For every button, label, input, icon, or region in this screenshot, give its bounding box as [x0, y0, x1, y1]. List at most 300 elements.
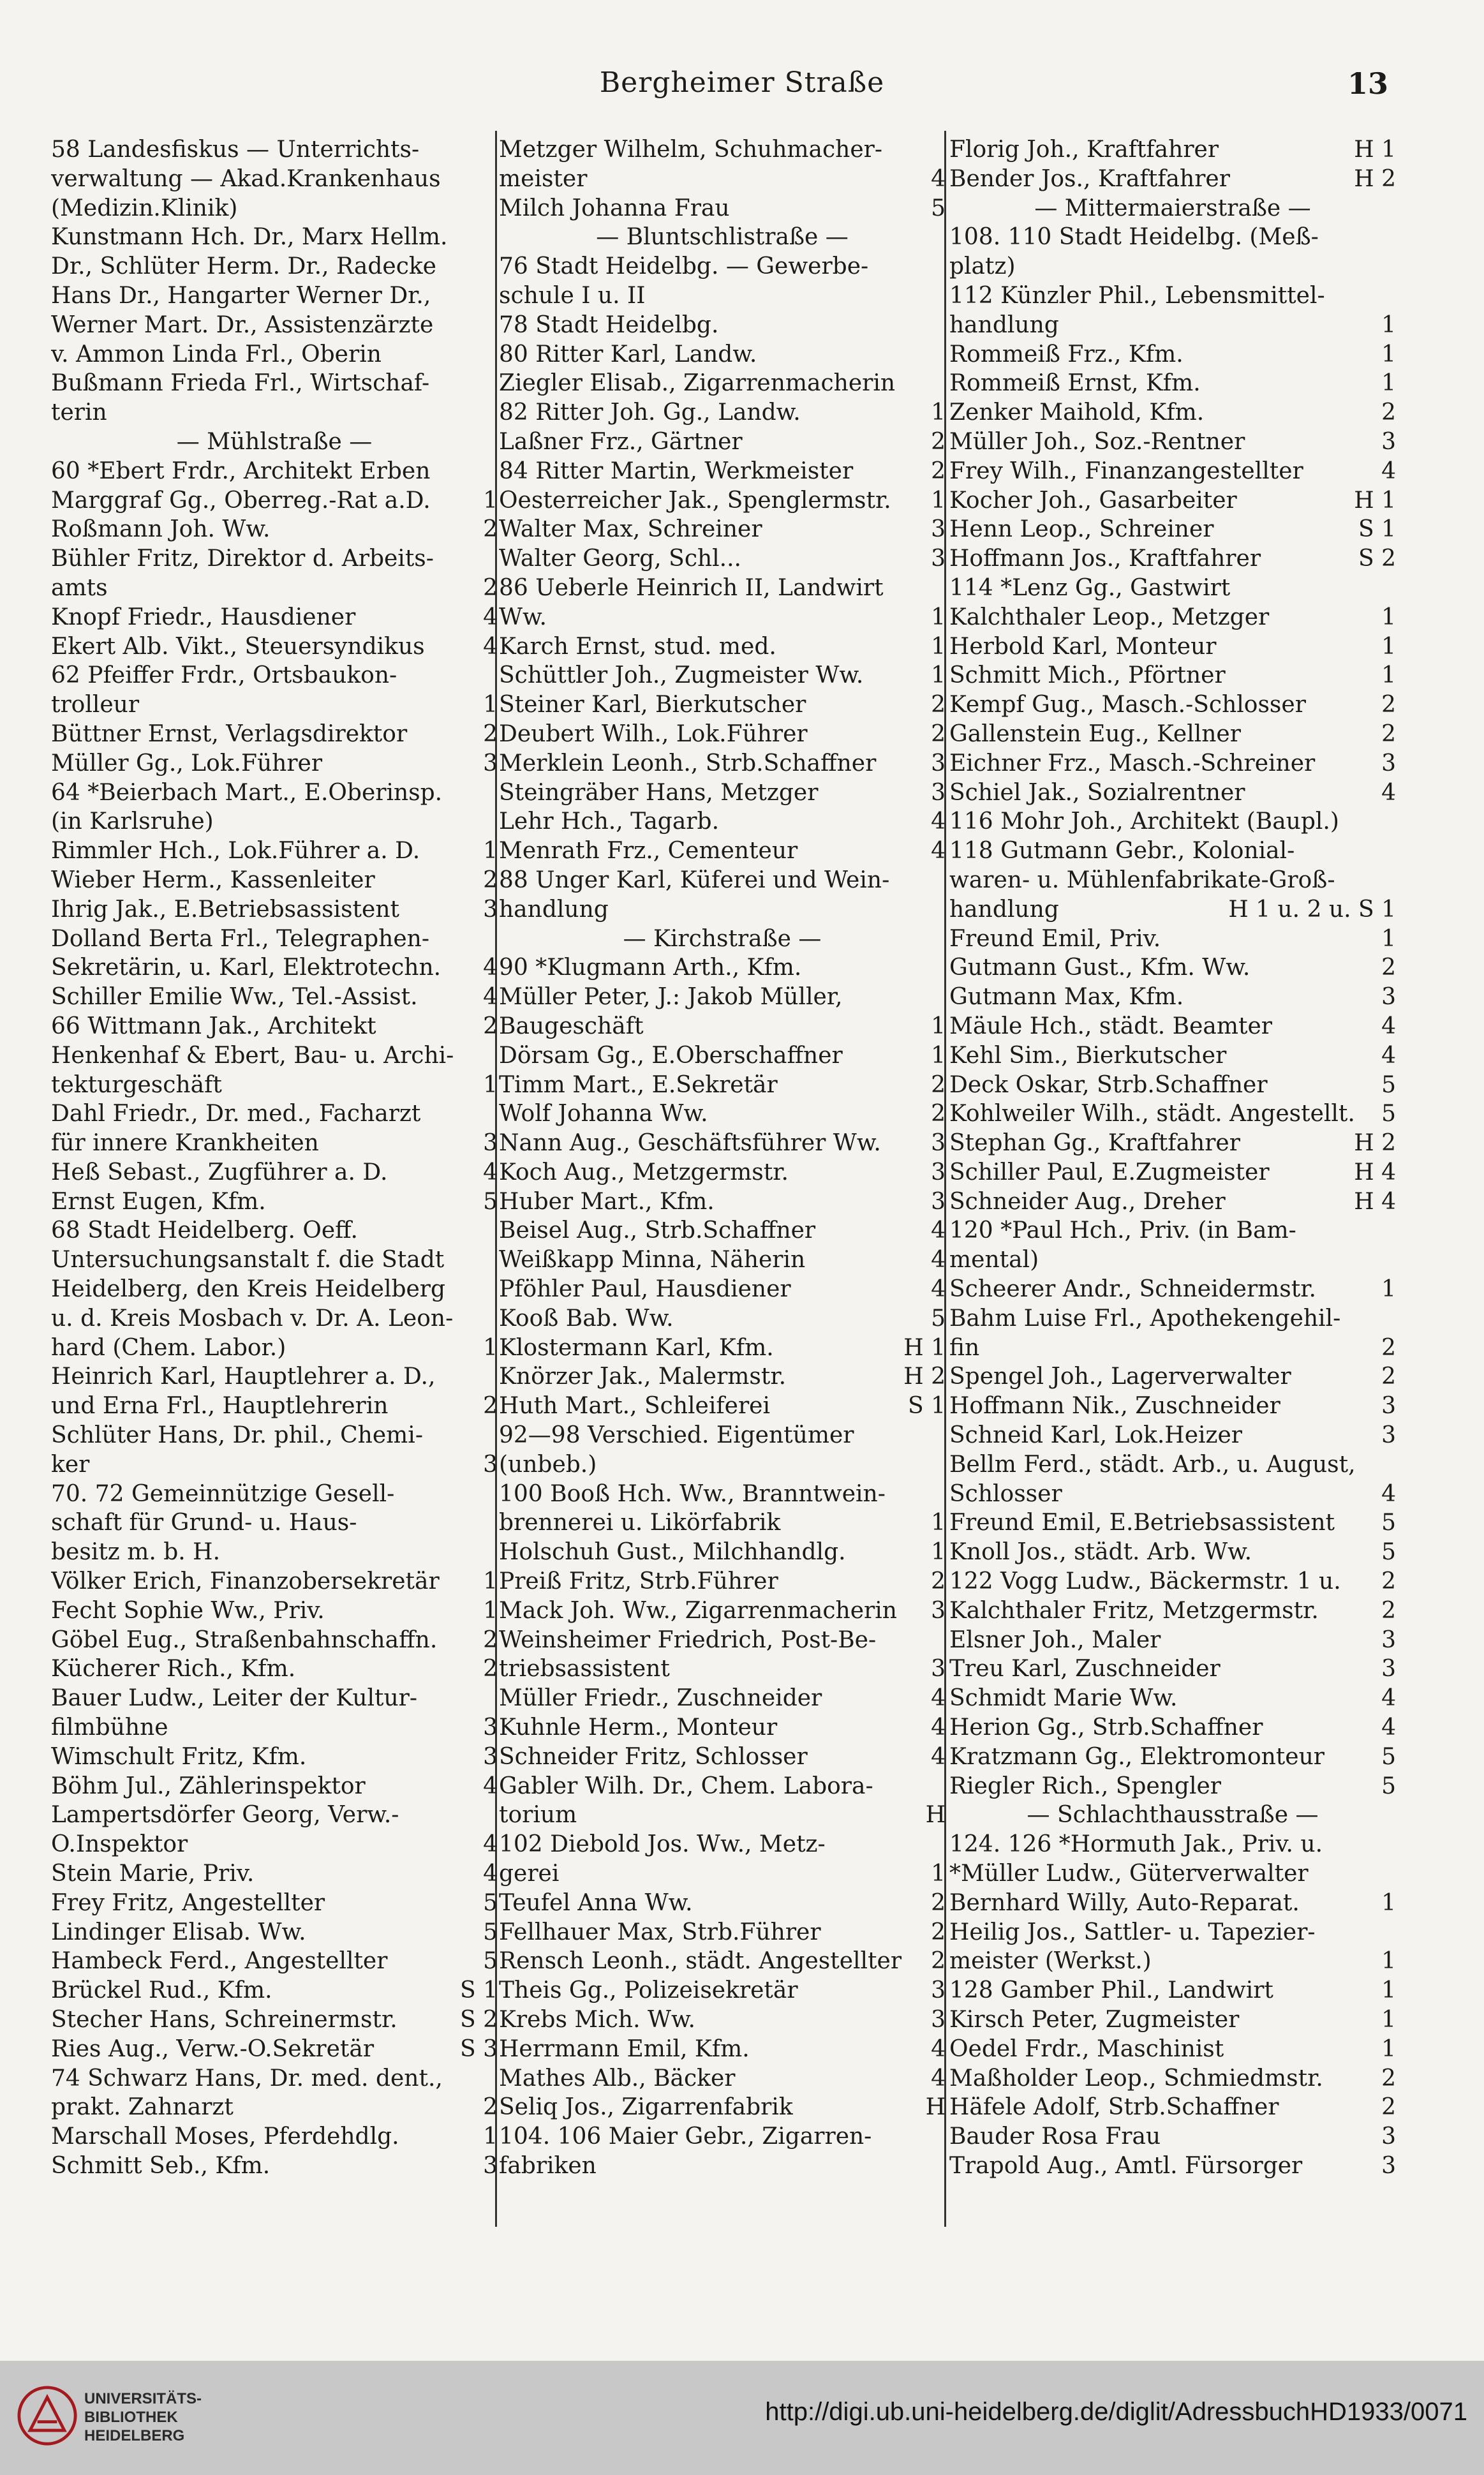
directory-entry	[51, 544, 498, 574]
floor-number: 3	[931, 1597, 946, 1624]
entry-text: Trapold Aug., Amtl. Fürsorger	[949, 2152, 1303, 2179]
floor-number: 1	[1381, 370, 1396, 397]
floor-number	[493, 1216, 498, 1245]
floor-number	[493, 1508, 498, 1538]
street-heading	[949, 1801, 1396, 1830]
entry-text: Dörsam Gg., E.Oberschaffner	[499, 1042, 843, 1069]
floor-number	[1391, 223, 1396, 252]
floor-number: 4	[1381, 1013, 1396, 1039]
directory-entry	[51, 1071, 498, 1100]
floor-number: 1	[1381, 604, 1396, 630]
directory-entry	[499, 778, 946, 808]
floor-number: 5	[483, 1188, 498, 1215]
entry-text: fin	[949, 1334, 980, 1361]
directory-entry	[499, 603, 946, 632]
directory-entry	[499, 2035, 946, 2064]
directory-entry	[949, 1684, 1396, 1713]
library-name-line: BIBLIOTHEK	[84, 2409, 178, 2426]
directory-entry	[499, 1099, 946, 1129]
entry-text: verwaltung — Akad.Krankenhaus	[51, 165, 441, 192]
directory-entry	[51, 895, 498, 925]
floor-number: 1	[483, 692, 498, 718]
floor-number: 3	[1381, 428, 1396, 455]
entry-text: 102 Diebold Jos. Ww., Metz-	[499, 1831, 826, 1858]
directory-entry	[949, 1334, 1396, 1363]
entry-text: 68 Stadt Heidelberg. Oeff.	[51, 1217, 358, 1244]
floor-number: 4	[483, 1159, 498, 1185]
floor-number: 2	[1381, 2065, 1396, 2092]
directory-entry	[499, 252, 946, 281]
floor-number: 2	[931, 428, 946, 455]
directory-entry	[499, 1772, 946, 1801]
entry-text: 84 Ritter Martin, Werkmeister	[499, 457, 854, 484]
floor-number: 3	[931, 779, 946, 806]
entry-text: schule I u. II	[499, 282, 646, 309]
floor-number	[940, 340, 946, 369]
directory-entry	[51, 1480, 498, 1509]
directory-entry	[499, 1889, 946, 1918]
directory-entry	[949, 1947, 1396, 1976]
entry-text: Knopf Friedr., Hausdiener	[51, 604, 356, 630]
directory-entry	[499, 1245, 946, 1275]
entry-text: Preiß Fritz, Strb.Führer	[499, 1568, 778, 1595]
floor-number	[493, 311, 498, 340]
entry-text: Schüttler Joh., Zugmeister Ww.	[499, 662, 864, 689]
floor-number: 3	[1381, 1626, 1396, 1653]
directory-entry	[499, 1859, 946, 1889]
entry-text: Heß Sebast., Zugführer a. D.	[51, 1159, 388, 1185]
directory-entry	[51, 2064, 498, 2093]
directory-entry	[499, 983, 946, 1012]
entry-text: Seliq Jos., Zigarrenfabrik	[499, 2094, 793, 2121]
running-head	[0, 64, 1484, 102]
entry-text: Frey Wilh., Finanzangestellter	[949, 457, 1303, 484]
entry-text: Kooß Bab. Ww.	[499, 1305, 674, 1332]
directory-entry	[949, 2005, 1396, 2035]
floor-number: 2	[1381, 1597, 1396, 1624]
directory-entry	[51, 2122, 498, 2152]
directory-entry	[51, 165, 498, 194]
entry-text: Walter Max, Schreiner	[499, 516, 762, 543]
entry-text: Dr., Schlüter Herm. Dr., Radecke	[51, 253, 436, 280]
entry-text: (unbeb.)	[499, 1451, 597, 1478]
entry-text: mental)	[949, 1247, 1039, 1274]
entry-text: Koch Aug., Metzgermstr.	[499, 1159, 789, 1185]
directory-entry	[51, 223, 498, 252]
entry-text: Dolland Berta Frl., Telegraphen-	[51, 925, 430, 952]
entry-text: fabriken	[499, 2152, 597, 2179]
entry-text: Büttner Ernst, Verlagsdirektor	[51, 720, 408, 747]
floor-number: H 4	[1354, 1188, 1396, 1215]
directory-entry	[499, 1830, 946, 1859]
directory-entry	[499, 427, 946, 457]
entry-text: Fecht Sophie Ww., Priv.	[51, 1597, 325, 1624]
floor-number: 2	[931, 692, 946, 718]
entry-text: 100 Booß Hch. Ww., Branntwein-	[499, 1480, 886, 1507]
directory-entry	[949, 807, 1396, 836]
entry-text: Metzger Wilhelm, Schuhmacher-	[499, 137, 883, 163]
floor-number: 1	[1381, 925, 1396, 952]
directory-entry	[499, 398, 946, 427]
floor-number: 4	[483, 633, 498, 660]
entry-text: Weinsheimer Friedrich, Post-Be-	[499, 1626, 877, 1653]
directory-entry	[51, 1976, 498, 2005]
floor-number: 4	[1381, 779, 1396, 806]
entry-text: Brückel Rud., Kfm.	[51, 1977, 272, 2004]
column-middle	[499, 135, 946, 2234]
directory-entry	[949, 895, 1396, 925]
floor-number: 1	[1381, 2035, 1396, 2062]
floor-number: H 2	[903, 1364, 946, 1390]
floor-number: 3	[483, 1451, 498, 1478]
entry-text: (in Karlsruhe)	[51, 808, 214, 835]
entry-text: handlung	[949, 896, 1059, 923]
directory-entry	[499, 1918, 946, 1947]
entry-text: 128 Gamber Phil., Landwirt	[949, 1977, 1273, 2004]
floor-number	[493, 281, 498, 311]
entry-text: Gutmann Max, Kfm.	[949, 984, 1184, 1011]
entry-text: Hans Dr., Hangarter Werner Dr.,	[51, 282, 431, 309]
floor-number: H	[925, 1802, 946, 1829]
entry-text: 86 Ueberle Heinrich II, Landwirt	[499, 574, 884, 601]
directory-entry	[949, 1713, 1396, 1743]
directory-entry	[499, 749, 946, 778]
source-url-link[interactable]: http://digi.ub.uni-heidelberg.de/diglit/AdressbuchHD1933/0071	[765, 2398, 1467, 2426]
entry-text: Rensch Leonh., städt. Angestellter	[499, 1948, 902, 1975]
floor-number: 4	[931, 1743, 946, 1770]
floor-number	[1391, 807, 1396, 836]
directory-entry	[949, 983, 1396, 1012]
entry-text: Nann Aug., Geschäftsführer Ww.	[499, 1130, 881, 1157]
directory-entry	[499, 1129, 946, 1158]
directory-entry	[949, 690, 1396, 720]
directory-entry	[499, 1450, 946, 1480]
directory-entry	[499, 515, 946, 544]
floor-number	[493, 1480, 498, 1509]
directory-entry	[51, 983, 498, 1012]
directory-entry	[949, 603, 1396, 632]
directory-entry	[949, 165, 1396, 194]
entry-text: 122 Vogg Ludw., Bäckermstr. 1 u.	[949, 1568, 1341, 1595]
entry-text: Schiller Paul, E.Zugmeister	[949, 1159, 1270, 1185]
entry-text: Wimschult Fritz, Kfm.	[51, 1743, 307, 1770]
directory-entry	[51, 1772, 498, 1801]
floor-number	[940, 1626, 946, 1655]
entry-text: Henn Leop., Schreiner	[949, 516, 1214, 543]
floor-number: 1	[1381, 2007, 1396, 2033]
page-title: Bergheimer Straße	[599, 66, 885, 99]
floor-number	[493, 1099, 498, 1129]
entry-text: Teufel Anna Ww.	[499, 1889, 693, 1916]
entry-text: Henkenhaf & Ebert, Bau- u. Archi-	[51, 1042, 454, 1069]
directory-entry	[949, 1859, 1396, 1889]
floor-number: 3	[483, 1743, 498, 1770]
directory-entry	[949, 925, 1396, 954]
floor-number	[1391, 1918, 1396, 1947]
floor-number: 2	[483, 1393, 498, 1420]
directory-entry	[499, 194, 946, 223]
directory-entry	[51, 1245, 498, 1275]
entry-text: Ernst Eugen, Kfm.	[51, 1188, 266, 1215]
directory-entry	[51, 252, 498, 281]
directory-entry	[949, 1480, 1396, 1509]
entry-text: amts	[51, 574, 108, 601]
entry-text: brennerei u. Likörfabrik	[499, 1510, 781, 1536]
entry-text: Kalchthaler Leop., Metzger	[949, 604, 1270, 630]
floor-number	[493, 1304, 498, 1334]
directory-entry	[499, 1508, 946, 1538]
floor-number: S 2	[459, 2007, 498, 2033]
entry-text: Maßholder Leop., Schmiedmstr.	[949, 2065, 1323, 2092]
directory-entry	[949, 1976, 1396, 2005]
floor-number: 4	[931, 1247, 946, 1274]
floor-number: 3	[1381, 984, 1396, 1011]
entry-text: 64 *Beierbach Mart., E.Oberinsp.	[51, 779, 443, 806]
entry-text: Elsner Joh., Maler	[949, 1626, 1161, 1653]
floor-number: 2	[1381, 1364, 1396, 1390]
entry-text: 76 Stadt Heidelbg. — Gewerbe-	[499, 253, 869, 280]
directory-entry	[51, 1275, 498, 1304]
directory-entry	[949, 369, 1396, 398]
entry-text: filmbühne	[51, 1714, 168, 1741]
page-number: 13	[1347, 66, 1388, 101]
directory-entry	[51, 2035, 498, 2064]
entry-text: Schmidt Marie Ww.	[949, 1685, 1178, 1712]
entry-text: Schneider Fritz, Schlosser	[499, 1743, 808, 1770]
floor-number: 1	[931, 662, 946, 689]
floor-number: 2	[483, 1626, 498, 1653]
floor-number: 1	[931, 1510, 946, 1536]
directory-entry	[949, 1071, 1396, 1100]
entry-text: handlung	[499, 896, 609, 923]
entry-text: 124. 126 *Hormuth Jak., Priv. u.	[949, 1831, 1323, 1858]
directory-entry	[499, 1041, 946, 1071]
directory-entry	[949, 1187, 1396, 1217]
floor-number	[493, 1684, 498, 1713]
floor-number: 2	[483, 720, 498, 747]
floor-number	[493, 252, 498, 281]
directory-entry	[499, 457, 946, 486]
floor-number: 2	[1381, 1568, 1396, 1595]
entry-text: Schmitt Seb., Kfm.	[51, 2152, 271, 2179]
floor-number: 3	[931, 1656, 946, 1683]
entry-text: Hambeck Ferd., Angestellter	[51, 1948, 388, 1975]
directory-entry	[499, 369, 946, 398]
floor-number: 4	[1381, 457, 1396, 484]
entry-text: Ww.	[499, 604, 547, 630]
directory-entry	[499, 1538, 946, 1567]
directory-entry	[51, 1187, 498, 1217]
directory-entry	[949, 2152, 1396, 2181]
floor-number	[940, 983, 946, 1012]
entry-text: Theis Gg., Polizeisekretär	[499, 1977, 798, 2004]
directory-entry	[949, 1041, 1396, 1071]
directory-entry	[499, 1275, 946, 1304]
floor-number: 3	[483, 896, 498, 923]
floor-number: 2	[931, 1101, 946, 1127]
directory-entry	[499, 2064, 946, 2093]
entry-text: Spengel Joh., Lagerverwalter	[949, 1364, 1291, 1390]
entry-text: Lampertsdörfer Georg, Verw.-	[51, 1802, 399, 1829]
entry-text: Stecher Hans, Schreinermstr.	[51, 2007, 397, 2033]
directory-entry	[949, 1538, 1396, 1567]
floor-number: 1	[483, 1334, 498, 1361]
directory-entry	[51, 1334, 498, 1363]
entry-text: Müller Friedr., Zuschneider	[499, 1685, 822, 1712]
floor-number	[493, 1275, 498, 1304]
directory-entry	[499, 1158, 946, 1187]
entry-text: Bahm Luise Frl., Apothekengehil-	[949, 1305, 1341, 1332]
entry-text: Bauer Ludw., Leiter der Kultur-	[51, 1685, 418, 1712]
entry-text: Kratzmann Gg., Elektromonteur	[949, 1743, 1324, 1770]
entry-text: Wolf Johanna Ww.	[499, 1101, 708, 1127]
floor-number	[940, 252, 946, 281]
floor-number: 4	[1381, 1714, 1396, 1741]
entry-text: Walter Georg, Schl...	[499, 546, 742, 572]
directory-entry	[51, 807, 498, 836]
floor-number: 4	[1381, 1042, 1396, 1069]
entry-text: 120 *Paul Hch., Priv. (in Bam-	[949, 1217, 1296, 1244]
entry-text: Laßner Frz., Gärtner	[499, 428, 743, 455]
floor-number: 3	[1381, 1422, 1396, 1449]
floor-number: 2	[931, 1948, 946, 1975]
directory-entry	[949, 1918, 1396, 1947]
entry-text: Marggraf Gg., Oberreg.-Rat a.D.	[51, 487, 431, 514]
directory-entry	[499, 1713, 946, 1743]
floor-number: H 2	[1354, 165, 1396, 192]
directory-entry	[499, 1626, 946, 1655]
entry-text: Menrath Frz., Cementeur	[499, 838, 798, 865]
entry-text: meister	[499, 165, 588, 192]
floor-number: 4	[1381, 1480, 1396, 1507]
entry-text: Oesterreicher Jak., Spenglermstr.	[499, 487, 891, 514]
floor-number: 4	[931, 1714, 946, 1741]
directory-entry	[499, 544, 946, 574]
entry-text: Herion Gg., Strb.Schaffner	[949, 1714, 1263, 1741]
directory-entry	[51, 1216, 498, 1245]
floor-number	[940, 311, 946, 340]
street-heading	[499, 223, 946, 252]
directory-entry	[499, 2152, 946, 2181]
floor-number: 4	[931, 2065, 946, 2092]
entry-text: Frey Fritz, Angestellter	[51, 1889, 325, 1916]
entry-text: Heinrich Karl, Hauptlehrer a. D.,	[51, 1364, 436, 1390]
entry-text: Freund Emil, Priv.	[949, 925, 1161, 952]
entry-text: Fellhauer Max, Strb.Führer	[499, 1919, 821, 1945]
floor-number: 4	[483, 1831, 498, 1858]
entry-text: Hoffmann Jos., Kraftfahrer	[949, 546, 1261, 572]
floor-number: 1	[931, 399, 946, 426]
directory-entry	[51, 953, 498, 983]
entry-text: 114 *Lenz Gg., Gastwirt	[949, 574, 1231, 601]
floor-number	[493, 1801, 498, 1830]
floor-number: 3	[931, 1188, 946, 1215]
floor-number: 2	[1381, 720, 1396, 747]
directory-entry	[949, 661, 1396, 690]
floor-number	[1391, 574, 1396, 603]
floor-number: 5	[1381, 1773, 1396, 1799]
floor-number	[1391, 281, 1396, 311]
floor-number: H 1	[1354, 487, 1396, 514]
directory-entry	[949, 427, 1396, 457]
directory-entry	[949, 1450, 1396, 1480]
entry-text: Schneid Karl, Lok.Heizer	[949, 1422, 1242, 1449]
entry-text: tekturgeschäft	[51, 1071, 222, 1098]
floor-number	[493, 457, 498, 486]
directory-entry	[51, 194, 498, 223]
floor-number: 5	[931, 195, 946, 221]
directory-entry	[51, 1801, 498, 1830]
directory-entry	[499, 1392, 946, 1421]
entry-text: triebsassistent	[499, 1656, 670, 1683]
floor-number: 5	[1381, 1743, 1396, 1770]
directory-entry	[51, 1099, 498, 1129]
floor-number: 1	[931, 1861, 946, 1887]
entry-text: Dahl Friedr., Dr. med., Facharzt	[51, 1101, 421, 1127]
floor-number: 3	[483, 2152, 498, 2179]
entry-text: Kücherer Rich., Kfm.	[51, 1656, 296, 1683]
directory-entry	[51, 1859, 498, 1889]
entry-text: Schiller Emilie Ww., Tel.-Assist.	[51, 984, 418, 1011]
directory-entry	[949, 1596, 1396, 1626]
directory-entry	[949, 632, 1396, 662]
entry-text: Steingräber Hans, Metzger	[499, 779, 819, 806]
entry-text: Stephan Gg., Kraftfahrer	[949, 1130, 1240, 1157]
floor-number	[493, 369, 498, 398]
directory-entry	[949, 1889, 1396, 1918]
directory-entry	[51, 1362, 498, 1392]
floor-number: 3	[931, 1977, 946, 2004]
entry-text: Gabler Wilh. Dr., Chem. Labora-	[499, 1773, 873, 1799]
floor-number	[1391, 866, 1396, 895]
directory-entry	[499, 632, 946, 662]
directory-entry	[51, 1158, 498, 1187]
floor-number: 3	[1381, 1656, 1396, 1683]
directory-entry	[949, 1626, 1396, 1655]
floor-number	[493, 135, 498, 165]
entry-text: Göbel Eug., Straßenbahnschaffn.	[51, 1626, 438, 1653]
directory-entry	[949, 1304, 1396, 1334]
entry-text: Herrmann Emil, Kfm.	[499, 2035, 750, 2062]
entry-text: terin	[51, 399, 107, 426]
directory-entry	[949, 1012, 1396, 1041]
entry-text: ker	[51, 1451, 90, 1478]
directory-entry	[499, 1654, 946, 1684]
directory-entry	[949, 1743, 1396, 1772]
floor-number: 2	[931, 1071, 946, 1098]
directory-entry	[51, 749, 498, 778]
entry-text: und Erna Frl., Hauptlehrerin	[51, 1393, 389, 1420]
entry-text: Bußmann Frieda Frl., Wirtschaf-	[51, 370, 430, 397]
directory-entry	[51, 1304, 498, 1334]
floor-number: H	[925, 2094, 946, 2121]
floor-number	[940, 953, 946, 983]
floor-number: 4	[931, 2035, 946, 2062]
floor-number	[1391, 1830, 1396, 1859]
directory-entry	[949, 1392, 1396, 1421]
floor-number: 5	[1381, 1071, 1396, 1098]
directory-entry	[949, 1567, 1396, 1596]
floor-number: 1	[483, 1597, 498, 1624]
entry-text: Kocher Joh., Gasarbeiter	[949, 487, 1237, 514]
entry-text: Kehl Sim., Bierkutscher	[949, 1042, 1227, 1069]
library-name-line: UNIVERSITÄTS-	[84, 2390, 202, 2407]
directory-entry	[499, 661, 946, 690]
entry-text: Bender Jos., Kraftfahrer	[949, 165, 1230, 192]
directory-entry	[499, 1012, 946, 1041]
floor-number: S 2	[1358, 546, 1396, 572]
directory-entry	[949, 1421, 1396, 1450]
